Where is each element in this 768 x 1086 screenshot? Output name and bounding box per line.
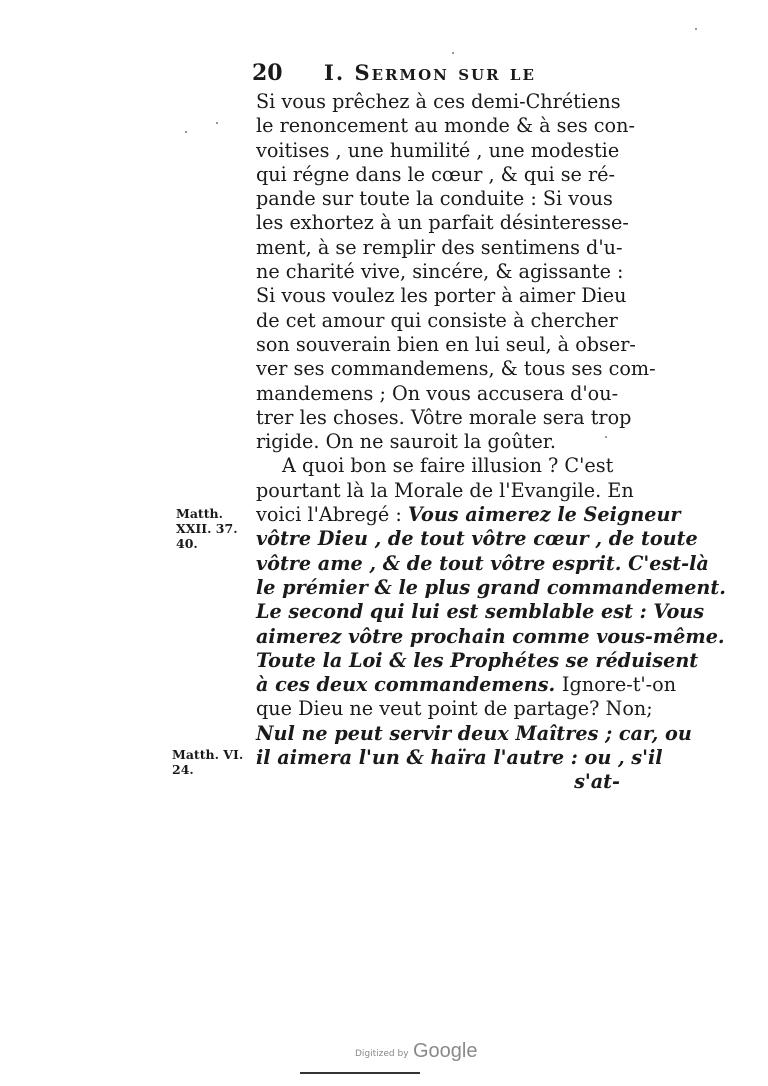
text-line: rigide. On ne sauroit la goûter.: [256, 430, 556, 454]
scripture-line: il aimera l'un & haïra l'autre : ou , s'il: [256, 746, 663, 770]
text-segment: voici l'Abregé :: [256, 503, 408, 527]
text-line: Si vous voulez les porter à aimer Dieu: [256, 284, 627, 308]
text-line: son souverain bien en lui seul, à obser-: [256, 332, 636, 356]
text-line: ver ses commandemens, & tous ses com-: [256, 357, 656, 381]
paper-speck: [695, 28, 697, 30]
running-head: I. Sermon sur le: [324, 60, 536, 85]
text-line: ne charité vive, sincére, & agissante :: [256, 260, 624, 284]
text-line: pourtant là la Morale de l'Evangile. En: [256, 478, 634, 502]
text-line: Si vous prêchez à ces demi-Chrétiens: [256, 90, 621, 113]
margin-note-matthew-22: Matth. XXII. 37. 40.: [176, 506, 238, 551]
page-number: 20: [252, 60, 283, 86]
text-line-mixed: [256, 673, 677, 697]
digitized-by-label: Digitized by: [355, 1049, 409, 1059]
scripture-line: vôtre ame , & de tout vôtre esprit. C'est-là: [256, 551, 709, 575]
text-line: les exhortez à un parfait désinteresse-: [256, 211, 629, 235]
margin-note-matthew-6: Matth. VI. 24.: [172, 747, 244, 777]
text-line: trer les choses. Vôtre morale sera trop: [256, 405, 632, 429]
catchword: s'at-: [574, 770, 620, 794]
scripture-line: Le second qui lui est semblable est : Vous: [256, 600, 705, 624]
scripture-line: le prémier & le plus grand commandement.: [256, 575, 726, 599]
text-line: qui régne dans le cœur , & qui se ré-: [256, 162, 616, 186]
text-line: le renoncement au monde & à ses con-: [256, 114, 635, 138]
google-logo: Google: [413, 1040, 478, 1062]
text-line: que Dieu ne veut point de partage? Non;: [256, 697, 653, 721]
bottom-rule: [300, 1072, 420, 1074]
paper-speck: [185, 131, 187, 133]
text-line: pande sur toute la conduite : Si vous: [256, 187, 613, 211]
text-line: voitises , une humilité , une modestie: [256, 138, 620, 162]
text-line: de cet amour qui consiste à chercher: [256, 308, 618, 332]
text-line-mixed: [256, 503, 681, 527]
sermon-text: [256, 90, 726, 795]
digitization-footer: [355, 1040, 515, 1064]
scripture-line: aimerez vôtre prochain comme vous-même.: [256, 624, 725, 648]
paper-speck: [452, 52, 454, 54]
page-header: [252, 60, 632, 94]
scripture-line: vôtre Dieu , de tout vôtre cœur , de toute: [256, 527, 698, 551]
text-segment: Ignore-t'-on: [561, 673, 677, 697]
scripture-line: Toute la Loi & les Prophétes se réduisent: [256, 648, 699, 672]
scripture-line: Nul ne peut servir deux Maîtres ; car, ou: [256, 721, 692, 745]
paper-speck: [605, 436, 607, 438]
text-line: ment, à se remplir des sentimens d'u-: [256, 235, 623, 259]
paper-speck: [216, 122, 218, 124]
scripture-quote: à ces deux commandemens.: [256, 673, 562, 697]
text-line: mandemens ; On vous accusera d'ou-: [256, 381, 619, 405]
scripture-quote: Vous aimerez le Seigneur: [407, 503, 681, 527]
text-line: A quoi bon se faire illusion ? C'est: [282, 454, 614, 478]
